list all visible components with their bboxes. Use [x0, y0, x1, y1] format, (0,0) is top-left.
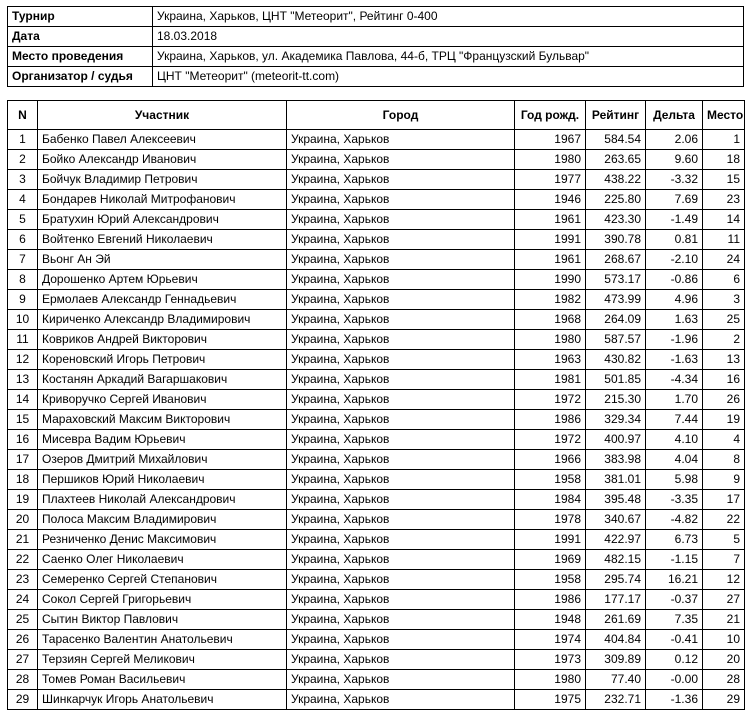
cell-delta: -3.35: [646, 490, 703, 510]
table-row: [8, 670, 745, 690]
cell-city: Украина, Харьков: [287, 470, 515, 490]
cell-place: 29: [703, 690, 745, 710]
cell-participant: Шинкарчук Игорь Анатольевич: [38, 690, 287, 710]
cell-city: Украина, Харьков: [287, 150, 515, 170]
cell-participant: Криворучко Сергей Иванович: [38, 390, 287, 410]
table-row: [8, 690, 745, 710]
tournament-info-table: [7, 6, 744, 87]
table-row: [8, 270, 745, 290]
table-row: [8, 530, 745, 550]
table-row: [8, 490, 745, 510]
cell-rating: 263.65: [586, 150, 646, 170]
cell-city: Украина, Харьков: [287, 330, 515, 350]
table-row: [8, 330, 745, 350]
cell-participant: Костанян Аркадий Вагаршакович: [38, 370, 287, 390]
cell-city: Украина, Харьков: [287, 410, 515, 430]
table-row: [8, 510, 745, 530]
cell-place: 18: [703, 150, 745, 170]
cell-city: Украина, Харьков: [287, 170, 515, 190]
cell-place: 12: [703, 570, 745, 590]
cell-delta: -4.82: [646, 510, 703, 530]
cell-delta: -1.15: [646, 550, 703, 570]
cell-n: 26: [8, 630, 38, 650]
cell-birth-year: 1986: [515, 410, 586, 430]
cell-delta: 1.70: [646, 390, 703, 410]
table-row: [8, 550, 745, 570]
cell-delta: -1.49: [646, 210, 703, 230]
cell-n: 9: [8, 290, 38, 310]
cell-city: Украина, Харьков: [287, 370, 515, 390]
cell-city: Украина, Харьков: [287, 350, 515, 370]
cell-delta: 7.44: [646, 410, 703, 430]
cell-n: 2: [8, 150, 38, 170]
cell-delta: 16.21: [646, 570, 703, 590]
cell-rating: 383.98: [586, 450, 646, 470]
cell-birth-year: 1980: [515, 330, 586, 350]
cell-n: 11: [8, 330, 38, 350]
table-row: [8, 290, 745, 310]
cell-place: 24: [703, 250, 745, 270]
table-row: [8, 610, 745, 630]
table-row: [8, 190, 745, 210]
cell-participant: Терзиян Сергей Меликович: [38, 650, 287, 670]
cell-place: 16: [703, 370, 745, 390]
cell-n: 16: [8, 430, 38, 450]
cell-place: 26: [703, 390, 745, 410]
cell-birth-year: 1974: [515, 630, 586, 650]
cell-place: 2: [703, 330, 745, 350]
table-row: [8, 470, 745, 490]
cell-birth-year: 1984: [515, 490, 586, 510]
cell-city: Украина, Харьков: [287, 390, 515, 410]
cell-birth-year: 1991: [515, 230, 586, 250]
cell-participant: Мисевра Вадим Юрьевич: [38, 430, 287, 450]
cell-rating: 395.48: [586, 490, 646, 510]
col-header-birth-year: Год рожд.: [515, 101, 586, 130]
cell-rating: 264.09: [586, 310, 646, 330]
cell-rating: 215.30: [586, 390, 646, 410]
results-table: [7, 100, 745, 710]
cell-participant: Бондарев Николай Митрофанович: [38, 190, 287, 210]
cell-birth-year: 1963: [515, 350, 586, 370]
cell-participant: Сокол Сергей Григорьевич: [38, 590, 287, 610]
cell-city: Украина, Харьков: [287, 310, 515, 330]
cell-rating: 232.71: [586, 690, 646, 710]
info-label: Турнир: [8, 7, 153, 27]
cell-city: Украина, Харьков: [287, 210, 515, 230]
cell-n: 15: [8, 410, 38, 430]
cell-birth-year: 1982: [515, 290, 586, 310]
info-value: Украина, Харьков, ул. Академика Павлова, 44-б, ТРЦ "Французский Бульвар": [153, 47, 744, 67]
cell-delta: -0.86: [646, 270, 703, 290]
cell-place: 19: [703, 410, 745, 430]
col-header-delta: Дельта: [646, 101, 703, 130]
cell-participant: Дорошенко Артем Юрьевич: [38, 270, 287, 290]
cell-place: 21: [703, 610, 745, 630]
cell-n: 13: [8, 370, 38, 390]
cell-n: 10: [8, 310, 38, 330]
cell-place: 28: [703, 670, 745, 690]
cell-birth-year: 1972: [515, 390, 586, 410]
cell-participant: Кореновский Игорь Петрович: [38, 350, 287, 370]
cell-rating: 501.85: [586, 370, 646, 390]
table-row: [8, 390, 745, 410]
cell-participant: Томев Роман Васильевич: [38, 670, 287, 690]
cell-rating: 423.30: [586, 210, 646, 230]
cell-delta: -1.63: [646, 350, 703, 370]
cell-rating: 400.97: [586, 430, 646, 450]
cell-rating: 268.67: [586, 250, 646, 270]
cell-delta: -1.96: [646, 330, 703, 350]
info-value: ЦНТ "Метеорит" (meteorit-tt.com): [153, 67, 744, 87]
table-row: [8, 630, 745, 650]
table-row: [8, 450, 745, 470]
cell-city: Украина, Харьков: [287, 530, 515, 550]
table-row: [8, 150, 745, 170]
cell-n: 23: [8, 570, 38, 590]
cell-rating: 390.78: [586, 230, 646, 250]
table-row: [8, 370, 745, 390]
cell-n: 18: [8, 470, 38, 490]
cell-participant: Вьонг Ан Эй: [38, 250, 287, 270]
cell-birth-year: 1958: [515, 470, 586, 490]
cell-place: 25: [703, 310, 745, 330]
cell-place: 6: [703, 270, 745, 290]
cell-place: 22: [703, 510, 745, 530]
cell-birth-year: 1981: [515, 370, 586, 390]
cell-participant: Мараховский Максим Викторович: [38, 410, 287, 430]
cell-city: Украина, Харьков: [287, 450, 515, 470]
cell-birth-year: 1961: [515, 250, 586, 270]
cell-rating: 404.84: [586, 630, 646, 650]
cell-n: 5: [8, 210, 38, 230]
cell-rating: 77.40: [586, 670, 646, 690]
cell-birth-year: 1990: [515, 270, 586, 290]
cell-rating: 482.15: [586, 550, 646, 570]
cell-n: 25: [8, 610, 38, 630]
cell-delta: 5.98: [646, 470, 703, 490]
info-label: Организатор / судья: [8, 67, 153, 87]
cell-place: 11: [703, 230, 745, 250]
cell-birth-year: 1969: [515, 550, 586, 570]
cell-delta: -1.36: [646, 690, 703, 710]
cell-delta: 4.04: [646, 450, 703, 470]
col-header-place: Место: [703, 101, 745, 130]
cell-place: 10: [703, 630, 745, 650]
cell-delta: 9.60: [646, 150, 703, 170]
cell-n: 17: [8, 450, 38, 470]
cell-rating: 340.67: [586, 510, 646, 530]
info-row: [8, 67, 744, 87]
cell-n: 7: [8, 250, 38, 270]
cell-n: 22: [8, 550, 38, 570]
cell-birth-year: 1980: [515, 150, 586, 170]
cell-birth-year: 1946: [515, 190, 586, 210]
cell-participant: Войтенко Евгений Николаевич: [38, 230, 287, 250]
table-row: [8, 590, 745, 610]
cell-place: 4: [703, 430, 745, 450]
cell-place: 17: [703, 490, 745, 510]
cell-participant: Плахтеев Николай Александрович: [38, 490, 287, 510]
cell-place: 23: [703, 190, 745, 210]
cell-city: Украина, Харьков: [287, 630, 515, 650]
cell-birth-year: 1967: [515, 130, 586, 150]
cell-n: 28: [8, 670, 38, 690]
info-row: [8, 27, 744, 47]
cell-birth-year: 1977: [515, 170, 586, 190]
cell-birth-year: 1975: [515, 690, 586, 710]
info-row: [8, 47, 744, 67]
table-row: [8, 230, 745, 250]
cell-place: 20: [703, 650, 745, 670]
cell-birth-year: 1948: [515, 610, 586, 630]
cell-n: 20: [8, 510, 38, 530]
cell-city: Украина, Харьков: [287, 550, 515, 570]
header-row: [8, 101, 745, 130]
cell-n: 3: [8, 170, 38, 190]
cell-city: Украина, Харьков: [287, 290, 515, 310]
table-row: [8, 130, 745, 150]
cell-n: 12: [8, 350, 38, 370]
cell-city: Украина, Харьков: [287, 670, 515, 690]
cell-birth-year: 1986: [515, 590, 586, 610]
cell-participant: Бойко Александр Иванович: [38, 150, 287, 170]
cell-delta: 2.06: [646, 130, 703, 150]
cell-birth-year: 1958: [515, 570, 586, 590]
cell-place: 27: [703, 590, 745, 610]
cell-city: Украина, Харьков: [287, 430, 515, 450]
table-row: [8, 570, 745, 590]
cell-birth-year: 1972: [515, 430, 586, 450]
cell-delta: 4.96: [646, 290, 703, 310]
cell-place: 15: [703, 170, 745, 190]
info-label: Место проведения: [8, 47, 153, 67]
cell-place: 7: [703, 550, 745, 570]
info-value: 18.03.2018: [153, 27, 744, 47]
info-value: Украина, Харьков, ЦНТ "Метеорит", Рейтинг 0-400: [153, 7, 744, 27]
cell-delta: -3.32: [646, 170, 703, 190]
cell-rating: 261.69: [586, 610, 646, 630]
cell-city: Украина, Харьков: [287, 590, 515, 610]
cell-n: 24: [8, 590, 38, 610]
col-header-n: N: [8, 101, 38, 130]
cell-city: Украина, Харьков: [287, 570, 515, 590]
cell-delta: -0.37: [646, 590, 703, 610]
cell-birth-year: 1978: [515, 510, 586, 530]
cell-city: Украина, Харьков: [287, 270, 515, 290]
cell-participant: Бабенко Павел Алексеевич: [38, 130, 287, 150]
cell-rating: 381.01: [586, 470, 646, 490]
cell-n: 6: [8, 230, 38, 250]
cell-rating: 329.34: [586, 410, 646, 430]
cell-place: 1: [703, 130, 745, 150]
cell-city: Украина, Харьков: [287, 190, 515, 210]
cell-city: Украина, Харьков: [287, 130, 515, 150]
cell-n: 1: [8, 130, 38, 150]
cell-participant: Кириченко Александр Владимирович: [38, 310, 287, 330]
cell-delta: -2.10: [646, 250, 703, 270]
table-row: [8, 250, 745, 270]
cell-n: 21: [8, 530, 38, 550]
cell-participant: Саенко Олег Николаевич: [38, 550, 287, 570]
cell-city: Украина, Харьков: [287, 250, 515, 270]
table-row: [8, 650, 745, 670]
cell-rating: 177.17: [586, 590, 646, 610]
cell-rating: 430.82: [586, 350, 646, 370]
cell-participant: Полоса Максим Владимирович: [38, 510, 287, 530]
cell-participant: Першиков Юрий Николаевич: [38, 470, 287, 490]
cell-participant: Тарасенко Валентин Анатольевич: [38, 630, 287, 650]
cell-city: Украина, Харьков: [287, 510, 515, 530]
cell-birth-year: 1980: [515, 670, 586, 690]
info-label: Дата: [8, 27, 153, 47]
cell-n: 27: [8, 650, 38, 670]
cell-participant: Семеренко Сергей Степанович: [38, 570, 287, 590]
cell-delta: 1.63: [646, 310, 703, 330]
cell-place: 14: [703, 210, 745, 230]
cell-n: 8: [8, 270, 38, 290]
table-row: [8, 410, 745, 430]
cell-n: 19: [8, 490, 38, 510]
table-row: [8, 310, 745, 330]
cell-delta: -4.34: [646, 370, 703, 390]
cell-birth-year: 1973: [515, 650, 586, 670]
cell-birth-year: 1966: [515, 450, 586, 470]
cell-rating: 309.89: [586, 650, 646, 670]
cell-rating: 438.22: [586, 170, 646, 190]
table-row: [8, 350, 745, 370]
cell-participant: Сытин Виктор Павлович: [38, 610, 287, 630]
cell-place: 8: [703, 450, 745, 470]
cell-n: 29: [8, 690, 38, 710]
table-row: [8, 210, 745, 230]
cell-city: Украина, Харьков: [287, 690, 515, 710]
cell-birth-year: 1968: [515, 310, 586, 330]
cell-rating: 225.80: [586, 190, 646, 210]
col-header-rating: Рейтинг: [586, 101, 646, 130]
cell-participant: Ермолаев Александр Геннадьевич: [38, 290, 287, 310]
cell-rating: 573.17: [586, 270, 646, 290]
cell-birth-year: 1991: [515, 530, 586, 550]
cell-n: 4: [8, 190, 38, 210]
cell-delta: -0.41: [646, 630, 703, 650]
cell-delta: -0.00: [646, 670, 703, 690]
cell-participant: Бойчук Владимир Петрович: [38, 170, 287, 190]
cell-participant: Резниченко Денис Максимович: [38, 530, 287, 550]
cell-participant: Ковриков Андрей Викторович: [38, 330, 287, 350]
cell-place: 5: [703, 530, 745, 550]
cell-delta: 0.12: [646, 650, 703, 670]
cell-city: Украина, Харьков: [287, 650, 515, 670]
cell-rating: 584.54: [586, 130, 646, 150]
cell-delta: 6.73: [646, 530, 703, 550]
cell-city: Украина, Харьков: [287, 490, 515, 510]
cell-delta: 0.81: [646, 230, 703, 250]
cell-delta: 7.35: [646, 610, 703, 630]
cell-delta: 4.10: [646, 430, 703, 450]
table-row: [8, 430, 745, 450]
cell-rating: 473.99: [586, 290, 646, 310]
cell-delta: 7.69: [646, 190, 703, 210]
cell-participant: Озеров Дмитрий Михайлович: [38, 450, 287, 470]
cell-n: 14: [8, 390, 38, 410]
cell-birth-year: 1961: [515, 210, 586, 230]
cell-city: Украина, Харьков: [287, 610, 515, 630]
info-row: [8, 7, 744, 27]
table-row: [8, 170, 745, 190]
cell-rating: 295.74: [586, 570, 646, 590]
cell-rating: 587.57: [586, 330, 646, 350]
cell-city: Украина, Харьков: [287, 230, 515, 250]
cell-rating: 422.97: [586, 530, 646, 550]
cell-participant: Братухин Юрий Александрович: [38, 210, 287, 230]
cell-place: 9: [703, 470, 745, 490]
col-header-city: Город: [287, 101, 515, 130]
cell-place: 3: [703, 290, 745, 310]
col-header-participant: Участник: [38, 101, 287, 130]
cell-place: 13: [703, 350, 745, 370]
